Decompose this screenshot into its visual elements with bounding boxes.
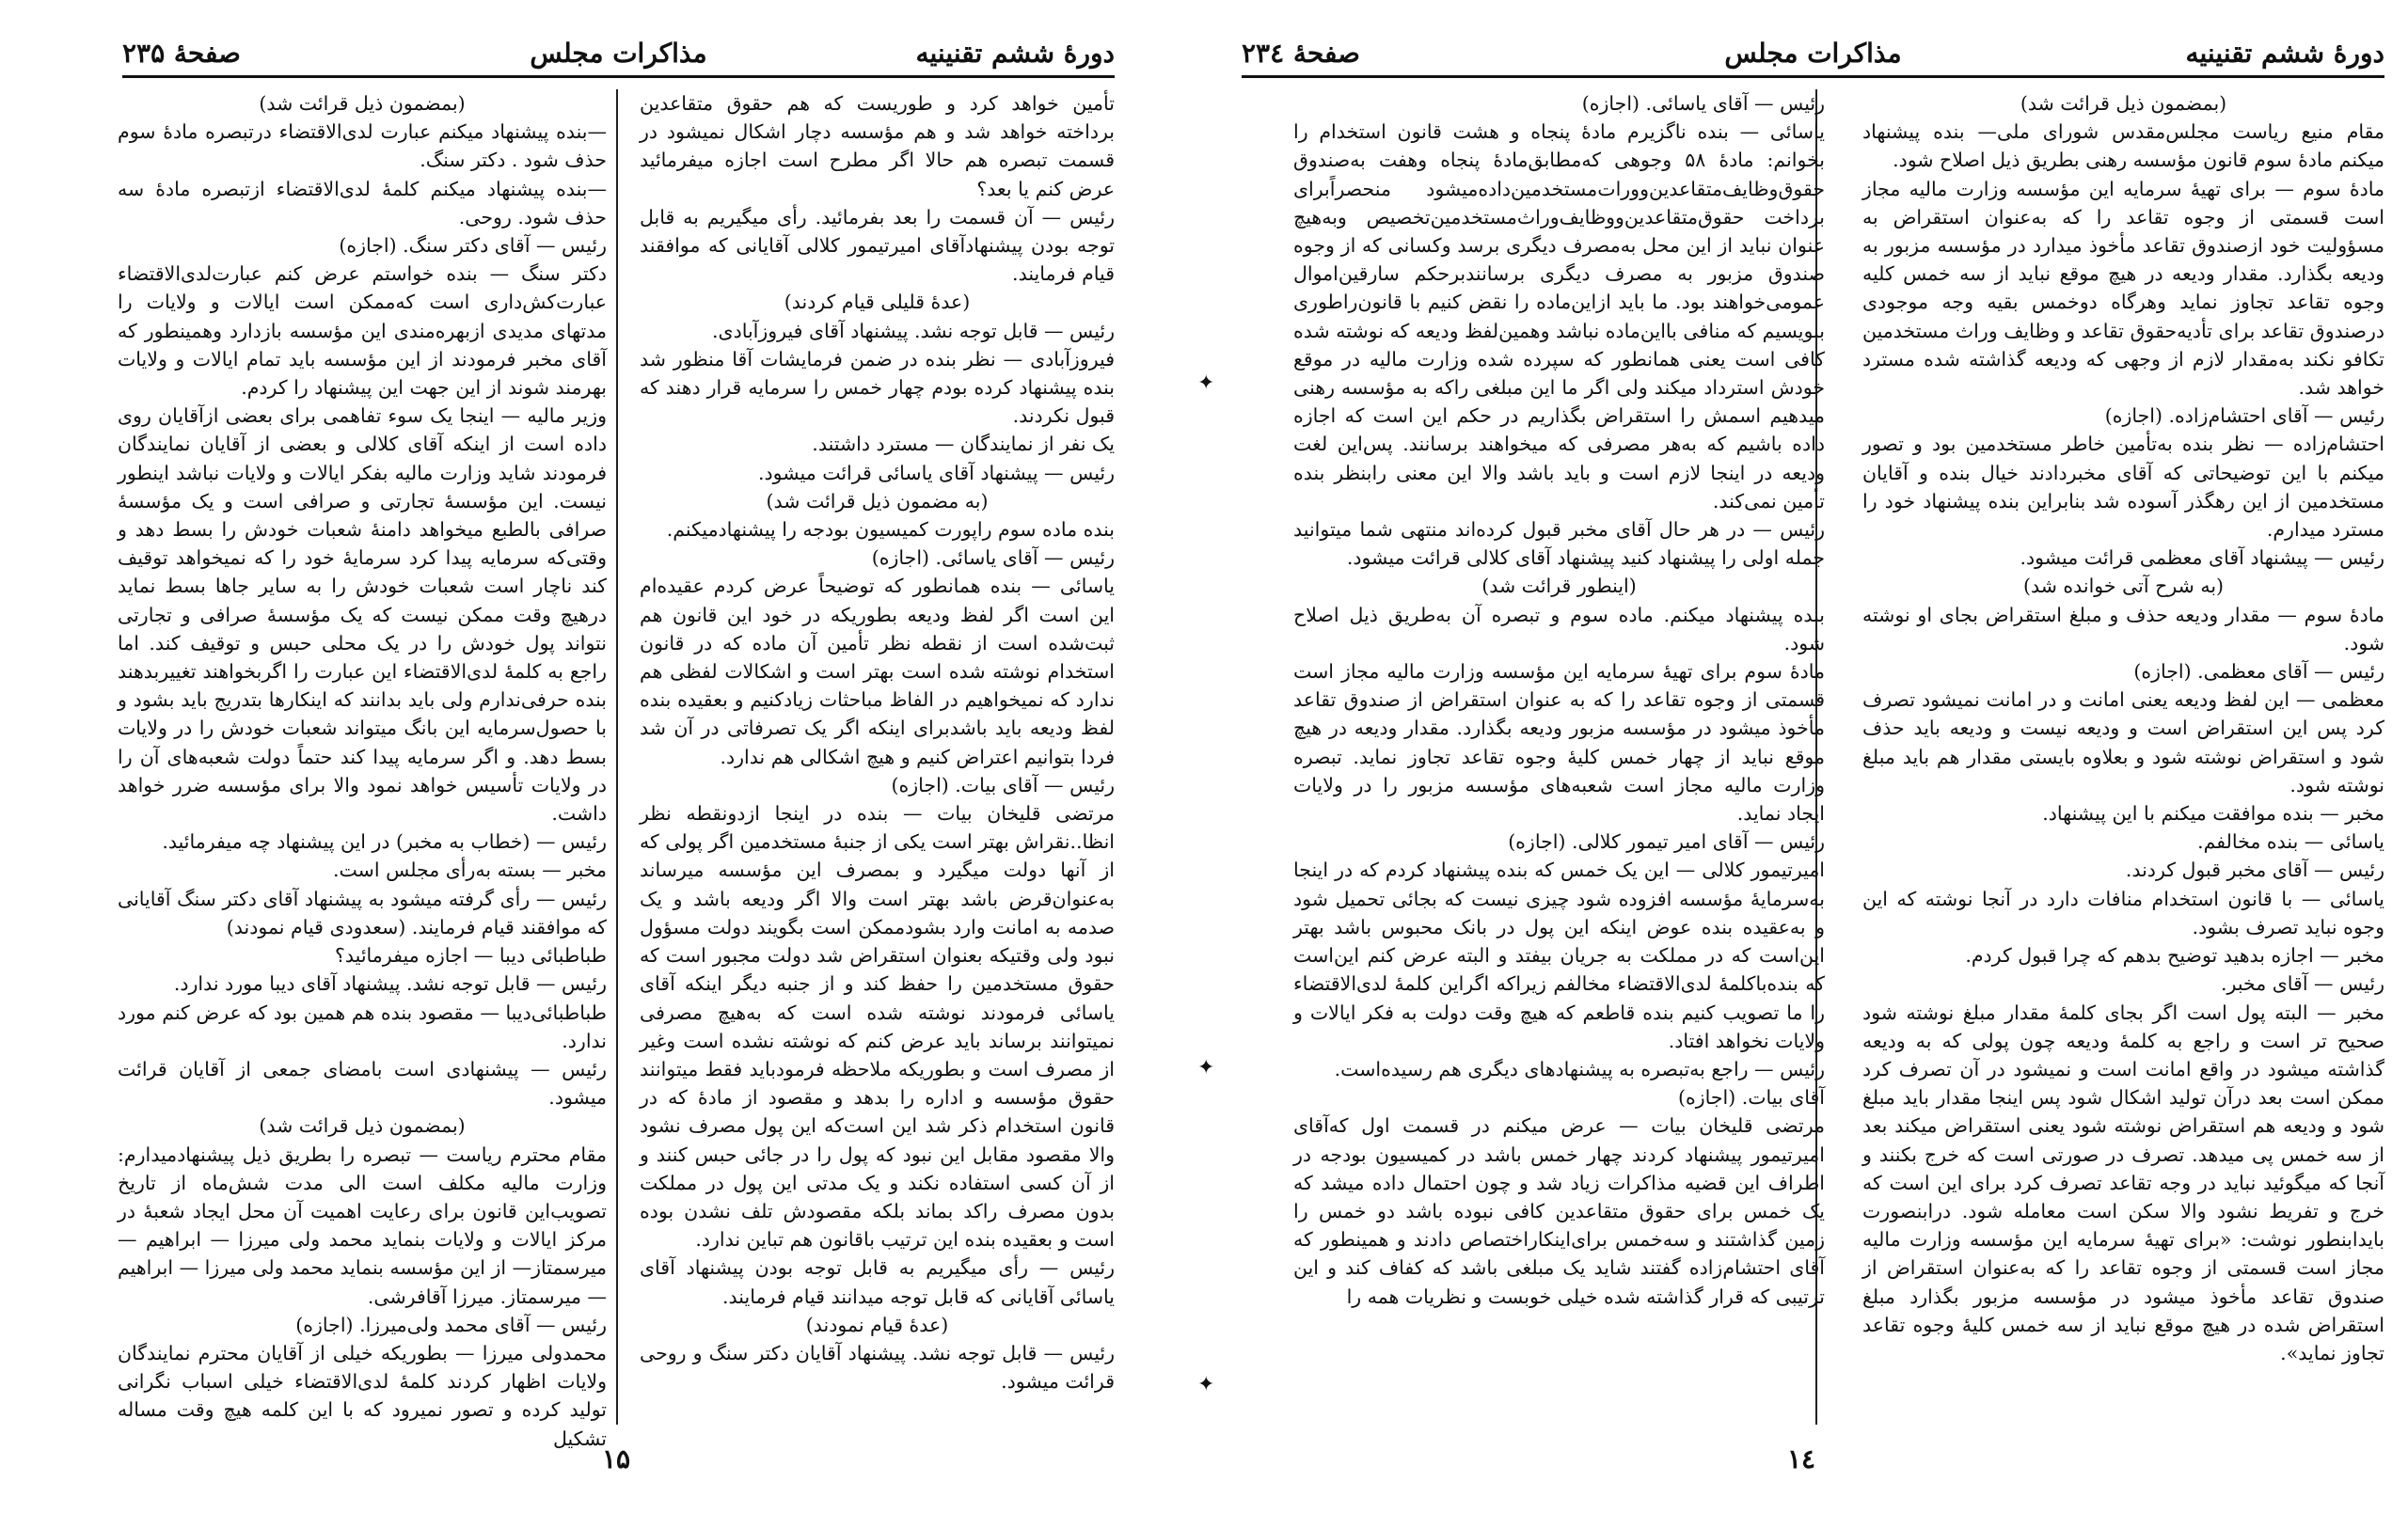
paragraph: طباطبائی‌دیبا — مقصود بنده هم همین بود که عرض کنم مورد ندارد. (118, 1001, 607, 1052)
paragraph: (بمضمون ذیل قرائت شد) (259, 92, 466, 115)
paragraph: مادهٔ سوم — برای تهیهٔ سرمایه این مؤسسه وزارت مالیه مجاز است قسمتی از وجوه تقاعد را که به‌عنوان استقراض به مسؤولیت خود ازصندوق تقاعد مأخوذ میدارد در مؤسسه مزبور به ودیعه بگذارد. مقدار ودیعه در هیچ موقع نباید از سه خمس کلیه وجوه تقاعد تجاوز نماید وهرگاه دوخمس بقیه وجه موجودی درصندوق تقاعد برای تأدیه‌حقوق تقاعد و وظایف وراث مستخدمین تکافو نکند به‌مقدار لازم از وجهی که ودیعه گذاشته شده مسترد خواهد شد. (1862, 177, 2384, 400)
paragraph: رئیس — آقای احتشام‌زاده. (اجازه) (2104, 404, 2384, 428)
paragraph: رئیس — آقای مخبر. (2221, 972, 2384, 996)
paragraph: رئیس — پیشنهاد آقای معظمی قرائت میشود. (2020, 546, 2384, 570)
paragraph: رئیس — راجع به‌تبصره به پیشنهادهای دیگری هم رسیده‌است. (1334, 1057, 1825, 1080)
paragraph: رئیس — آقای مخبر قبول کردند. (2125, 859, 2384, 882)
paragraph: مخبر — بسته به‌رأی مجلس است. (333, 859, 607, 882)
text-column-left (118, 89, 607, 1450)
paragraph: آقای بیات. (اجازه) (1677, 1086, 1825, 1110)
header-rule (1242, 75, 2384, 78)
paragraph: وزیر مالیه — اینجا یک سوء تفاهمی برای بعضی ازآقایان روی داده است از اینکه آقای کلالی و بعضی از آقایان نمایندگان فرمودند شاید وزارت مالیه بفکر ایالات و ولایات نباشد اینطور نیست. این مؤسسهٔ تجارتی و صرافی است و یک مؤسسهٔ صرافی بالطبع میخواهد دامنهٔ شعبات خودش را بسط دهد و وقتی‌که سرمایه پیدا کرد سرمایهٔ خود را که نمیخواهد توقیف کند ناچار است شعبات خودش را به سایر جاها بسط نماید درهیچ وقت ممکن نیست که یک مؤسسهٔ صرافی و تجارتی نتواند پول خودش را در یک محلی حبس و توقیف کند. اما راجع به کلمهٔ لدی‌الاقتضاء این عبارت را اگربخواهند تغییربدهند بنده حرفی‌ندارم ولی باید بدانند که اینکارها بتدریج باید بشود و با حصول‌سرمایه این بانگ میتواند شعبات خودش را در ولایات بسط دهد. و اگر سرمایه پیدا کند حتماً دولت شعبه‌های آن را در ولایات تأسیس خواهد نمود والا برای مؤسسه ضرر خواهد داشت. (118, 404, 607, 826)
paragraph: رئیس — آقای یاسائی. (اجازه) (1581, 92, 1825, 115)
paragraph: رئیس — آقای امیر تیمور کلالی. (اجازه) (1508, 830, 1825, 854)
paragraph: مقام محترم ریاست — تبصره را بطریق ذیل پیشنهادمیدارم: وزارت مالیه مکلف است الی مدت شش‌ماه از تاریخ تصویب‌این قانون برای رعایت اهمیت آن محل ایجاد شعبهٔ در مرکز ایالات و ولایات بنماید محمد ولی میرزا — ابراهیم — میرسمتاز— از این مؤسسه بنماید محمد ولی میرزا — ابراهیم — میرسمتاز. میرزا آقافرشی. (118, 1143, 607, 1308)
paragraph: مرتضی قلیخان بیات — عرض میکنم در قسمت اول که‌آقای امیرتیمور پیشنهاد کردند چهار خمس باشد در کمیسیون بودجه در اطراف این قضیه مذاکرات زیاد شد و چون احتمال داده میشد که یک خمس برای حقوق متقاعدین کافی نبوده باشد دو خمس را زمین گذاشتند و سه‌خمس برای‌اینکاراختصاص دادند و همینطور که آقای احتشام‌زاده گفتند شاید یک مبلغی باشد که کفاف کند و این ترتیبی که قرار گذاشته شده خیلی خوبست و نظریات همه را (1293, 1114, 1825, 1308)
text-column-right (1862, 89, 2384, 1425)
right-page (1213, 0, 2408, 1529)
paragraph: (به شرح آتی خوانده شد) (2022, 575, 2225, 598)
paragraph: یاسائی — بنده ناگزیرم مادهٔ پنجاه و هشت قانون استخدام را بخوانم: مادهٔ ۵۸ وجوهی که‌مطابق‌مادهٔ پنجاه وهفت به‌صندوق حقوق‌وظایف‌متقاعدین‌وورات‌مستخدمین‌داده‌میشود منحصراًبرای برداخت حقوق‌متقاعدین‌ووظایف‌وراث‌مستخدمین‌تخصیص و‌به‌هیچ عنوان نباید از این محل به‌مصرف دیگری برسد و‌کسانی که از وجوه صندوق مزبور به مصرف دیگری برسانندبرحکم سارقین‌اموال عمومی‌خواهند بود. ما باید ازاین‌ماده را نقض کنیم با قانون‌را‌طوری بنویسیم که منافی با‌این‌ماده نباشد و‌همین‌لفظ ودیعه که نوشته شده کافی است یعنی همانطور که سپرده شده وزارت مالیه در موقع خودش استرداد میکند ولی اگر ما این مبلغی را‌که به مؤسسه رهنی میدهیم اسمش را استقراض بگذاریم در حکم این است که اجازه داده باشیم که به‌هر مصرفی که میخواهند برسانند. پس‌این لغت ودیعه در اینجا لازم است و باید باشد والا این معنی رابنظر بنده تأمین نمی‌کند. (1293, 120, 1826, 512)
paragraph: مرتضی قلیخان بیات — بنده در اینجا ازدونقطه نظر انظا..نقراش بهتر است یکی از جنبهٔ مستخدمین اگر پولی که از آنها دولت میگیرد و بمصرف این مؤسسه میرساند به‌عنوان‌قرض باشد بهتر است والا اگر ودیعه باشد و یک صدمه به امانت وارد بشودممکن است بگویند دولت مسؤول نبود ولی وقتیکه بعنوان استقراض شد دولت مجبور است که حقوق مستخدمین را حفظ کند و از جنبه دیگر اینکه آقای یاسائی فرمودند نوشته شده است که به‌هیچ مصرفی نمیتوانند برساند باید عرض کنم که نوشته نشده است وغیر از مصرف است و بطوریکه ملاحظه فرمودباید فقط میتوانند حقوق مؤسسه و اداره را بدهد و مقصود از مادهٔ که در قانون استخدام ذکر شد این است‌که این پول مصرف نشود والا مقصود مقابل این نبود که پول را در جائی حبس کنند و از آن کسی استفاده نکند و یک مدتی این پول در مملکت بدون مصرف راکد بماند بلکه مقصودش تلف نشدن بوده است و بعقیده بنده این ترتیب باقانون هم تباین ندارد. (639, 802, 1115, 1252)
page-number: ۱٤ (1787, 1443, 1816, 1474)
paragraph: —بنده پیشنهاد میکنم کلمهٔ لدی‌الاقتضاء ازتبصره مادهٔ سه حذف شود. روحی. (118, 177, 607, 229)
paragraph: مخبر — بنده موافقت میکنم با این پیشنهاد. (2042, 802, 2384, 826)
paragraph: بنده پیشنهاد میکنم. ماده سوم و تبصره آن به‌طریق ذیل اصلاح شود. (1293, 603, 1825, 654)
paragraph: مادهٔ سوم — مقدار ودیعه حذف و مبلغ استقراض بجای او نوشته شود. (1862, 603, 2384, 654)
paragraph: رئیس — رأی گرفته میشود به پیشنهاد آقای دکتر سنگ آقایانی که موافقند قیام فرمایند. (سعدودی قیام نمودند) (118, 887, 607, 938)
paragraph: مخبر — البته پول است اگر بجای کلمهٔ مقدار مبلغ نوشته شود صحیح تر است و راجع به کلمهٔ ودیعه چون پولی که به ودیعه گذاشته میشود در واقع امانت است و نمیشود در آن تصرف کرد ممکن است بعد درآن تولید اشکال شود پس اینجا مقدار باید مبلغ شود و ودیعه هم استقراض نوشته شود یعنی استقراض میکند بعد از سه خمس پی میدهد. تصرف در صورتی است که خرج بکنند و آنجا که میگوئید نباید در وجه تقاعد تصرف کرد برای این است که خرج و تفریط نشود والا سکن است معامله شود. درابنصورت بایدابنطور نوشت: «برای تهیهٔ سرمایه این مؤسسه وزارت مالیه مجاز است قسمتی از وجوه تقاعد را که به‌عنوان استقراض از صندوق تقاعد مأخوذ میشود در مؤسسه مزبور بگذارد مبلغ استقراض شده در هیچ موقع نباید از سه خمس کلیهٔ وجوه تقاعد تجاوز نماید». (1862, 1001, 2384, 1364)
paragraph: یاسائی — با قانون استخدام منافات دارد در آنجا نوشته که این وجوه نباید تصرف بشود. (1862, 887, 2384, 938)
paragraph: —بنده پیشنهاد میکنم عبارت لدی‌الاقتضاء درتبصره مادهٔ سوم حذف شود . دکتر سنگ. (118, 120, 607, 172)
paragraph: رئیس — آقای دکتر سنگ. (اجازه) (339, 234, 607, 258)
left-page (0, 0, 1195, 1529)
paragraph: احتشام‌زاده — نظر بنده به‌تأمین خاطر مستخدمین بود و تصور میکنم با این توضیحاتی که آقای مخبردادند خیال بنده و آقایان مستخدمین از این رهگذر آسوده شد بنابراین بنده پیشنهاد خود را مسترد میدارم. (1862, 433, 2384, 542)
text-column-left (1293, 89, 1825, 1425)
journal-title: مذاکرات مجلس (530, 38, 707, 69)
binding-mark-icon: ✦ (1197, 371, 1215, 395)
paragraph: مادهٔ سوم برای تهیهٔ سرمایه این مؤسسه وزارت مالیه مجاز است قسمتی از وجوه تقاعد را که به عنوان استقراض از صندوق تقاعد مأخوذ میشود در مؤسسه مزبور ودیعه بگذارد. مقدار ودیعه در هیچ موقع نباید از چهار خمس کلیهٔ وجوه تقاعد تجاوز نماید. تبصره وزارت مالیه مجاز است شعبه‌های مؤسسه مزبور را در ولایات ایجاد نماید. (1293, 660, 1825, 826)
paragraph: تأمین خواهد کرد و طوریست که هم حقوق متقاعدین برداخته خواهد شد و هم مؤسسه دچار اشکال نمیشود در قسمت تبصره هم حالا اگر مطرح است اجازه میفرمائید عرض کنم یا بعد؟ (640, 92, 1115, 200)
paragraph: (به مضمون ذیل قرائت شد) (766, 489, 989, 512)
paragraph: رئیس — آن قسمت را بعد بفرمائید. رأی میگیریم به قابل توجه بودن پیشنهادآقای امیرتیمور کلالی آقایانی که موافقند قیام فرمایند. (640, 205, 1115, 286)
paragraph: رئیس — قابل توجه نشد. پیشنهاد آقایان دکتر سنگ و روحی قرائت میشود. (640, 1341, 1115, 1394)
paragraph: یاسائی — بنده مخالفم. (2197, 830, 2384, 854)
paragraph: رئیس — قابل توجه نشد. پیشنهاد آقای فیروزآبادی. (712, 319, 1115, 342)
paragraph: (اینطور قرائت شد) (1481, 575, 1637, 598)
paragraph: فیروزآبادی — نظر بنده در ضمن فرمایشات آقا منظور شد بنده پیشنهاد کرده بودم چهار خمس را سرمایه قرار دهند که قبول نکردند. (640, 347, 1115, 428)
paragraph: (عدهٔ قلیلی قیام کردند) (784, 291, 971, 314)
paragraph: رئیس — پیشنهاد آقای یاسائی قرائت میشود. (758, 461, 1115, 484)
page-header (122, 38, 1115, 75)
page-number: ۱۵ (602, 1443, 631, 1474)
paragraph: رئیس — آقای محمد ولی‌میرزا. (اجازه) (295, 1313, 607, 1336)
paragraph: بنده ماده سوم راپورت کمیسیون بودجه را پیشنهادمیکنم. (666, 518, 1115, 542)
column-divider (616, 89, 618, 1425)
series-title: دورهٔ ششم تقنینیه (2185, 38, 2384, 69)
paragraph: طباطبائی دیبا — اجازه میفرمائید؟ (335, 944, 607, 968)
paragraph: دکتر سنگ — بنده خواستم عرض کنم عبارت‌لدی‌الاقتضاء عبارت‌کش‌داری است که‌ممکن است ایالات و ولایات را مدتهای مدیدی ازبهره‌مندی این مؤسسه بازدارد وهمینطور که آقای مخبر فرمودند از این مؤسسه باید تمام ایالات و ولایات بهرمند شوند از این جهت این پیشنهاد را کردم. (118, 262, 607, 400)
page-label: صفحهٔ ۲۳۵ (122, 38, 241, 69)
paragraph: یاسائی — بنده همانطور که توضیحاً عرض کردم عقیده‌ام این است اگر لفظ ودیعه بطوریکه در خود این قانون هم ثبت‌شده است از نقطه نظر تأمین آن ماده که در قانون استخدام نوشته شده است بهتر است و اشکالات لفظی هم ندارد که نمیخواهیم در الفاظ مباحثات زیادکنیم و بعقیده بنده لفظ ودیعه باید باشدبرای اینکه اگر یک تصرفاتی در آن شد فردا بتوانیم اعتراض کنیم و هیچ اشکالی هم ندارد. (640, 575, 1115, 768)
paragraph: رئیس — آقای بیات. (اجازه) (891, 773, 1115, 796)
series-title: دورهٔ ششم تقنینیه (915, 38, 1115, 69)
paragraph: رئیس — (خطاب به مخبر) در این پیشنهاد چه میفرمائید. (162, 830, 607, 854)
paragraph: (بمضمون ذیل قرائت شد) (259, 1114, 466, 1138)
binding-mark-icon: ✦ (1197, 1373, 1215, 1396)
paragraph: رئیس — پیشنهادی است بامضای جمعی از آقایان قرائت میشود. (118, 1057, 607, 1110)
paragraph: معظمی — این لفظ ودیعه یعنی امانت و در امانت نمیشود تصرف کرد پس این استقراض است و ودیعه نیست و ودیعه باید حذف شود و استقراض نوشته شود و بعلاوه بایستی مقدار هم باید مبلغ نوشته شود. (1862, 688, 2384, 796)
paragraph: محمدولی میرزا — بطوریکه خیلی از آقایان محترم نمایندگان ولایات اظهار کردند کلمهٔ لدی‌الاقتضاء خیلی اسباب نگرانی تولید کرده و تصور نمیرود که با این کلمه هیچ وقت مساله تشکیل (118, 1341, 607, 1450)
paragraph: رئیس — آقای معظمی. (اجازه) (2133, 660, 2384, 684)
paragraph: رئیس — قابل توجه نشد. پیشنهاد آقای دیبا مورد ندارد. (173, 972, 607, 996)
paragraph: امیرتیمور کلالی — این یک خمس که بنده پیشنهاد کردم که در اینجا به‌سرمایهٔ مؤسسه افزوده شود چیزی نیست که بجائی تحمیل شود و به‌عقیده بنده عوض اینکه این پول در بانک محبوس باشد بهتر این‌است که در مملکت به جریان بیفتد و البته عرض کنم این‌است که بنده‌با‌کلمهٔ لدی‌الاقتضاء مخالفم زیرا‌که اگراین کلمهٔ لدی‌الاقتضاء را ما تصویب کنیم بنده قاطعم که هیچ وقت دولت به فکر ایالات و ولایات نخواهد افتاد. (1293, 859, 1825, 1052)
binding-mark-icon: ✦ (1197, 1056, 1215, 1080)
page-label: صفحهٔ ۲۳٤ (1242, 38, 1360, 69)
paragraph: رئیس — در هر حال آقای مخبر قبول کرده‌اند منتهی شما میتوانید جمله اولی را پیشنهاد کنید پیشنهاد آقای کلالی قرائت میشود. (1293, 518, 1825, 570)
text-column-right (640, 89, 1115, 1425)
paragraph: (عدهٔ قیام نمودند) (805, 1313, 949, 1336)
paragraph: (بمضمون ذیل قرائت شد) (2020, 92, 2227, 115)
page-header (1242, 38, 2384, 75)
paragraph: مخبر — اجازه بدهید توضیح بدهم که چرا قبول کردم. (1965, 944, 2384, 968)
paragraph: رئیس — رأی میگیریم به قابل توجه بودن پیشنهاد آقای یاسائی آقایانی که قابل توجه میدانند قیام فرمایند. (640, 1256, 1115, 1308)
paragraph: مقام منیع ریاست مجلس‌مقدس شورای ملی— بنده پیشنهاد میکنم مادهٔ سوم قانون مؤسسه رهنی بطریق ذیل اصلاح شود. (1862, 120, 2384, 172)
header-rule (122, 75, 1115, 78)
journal-title: مذاکرات مجلس (1724, 38, 1902, 69)
paragraph: رئیس — آقای یاسائی. (اجازه) (871, 546, 1115, 570)
paragraph: یک نفر از نمایندگان — مسترد داشتند. (812, 433, 1115, 456)
